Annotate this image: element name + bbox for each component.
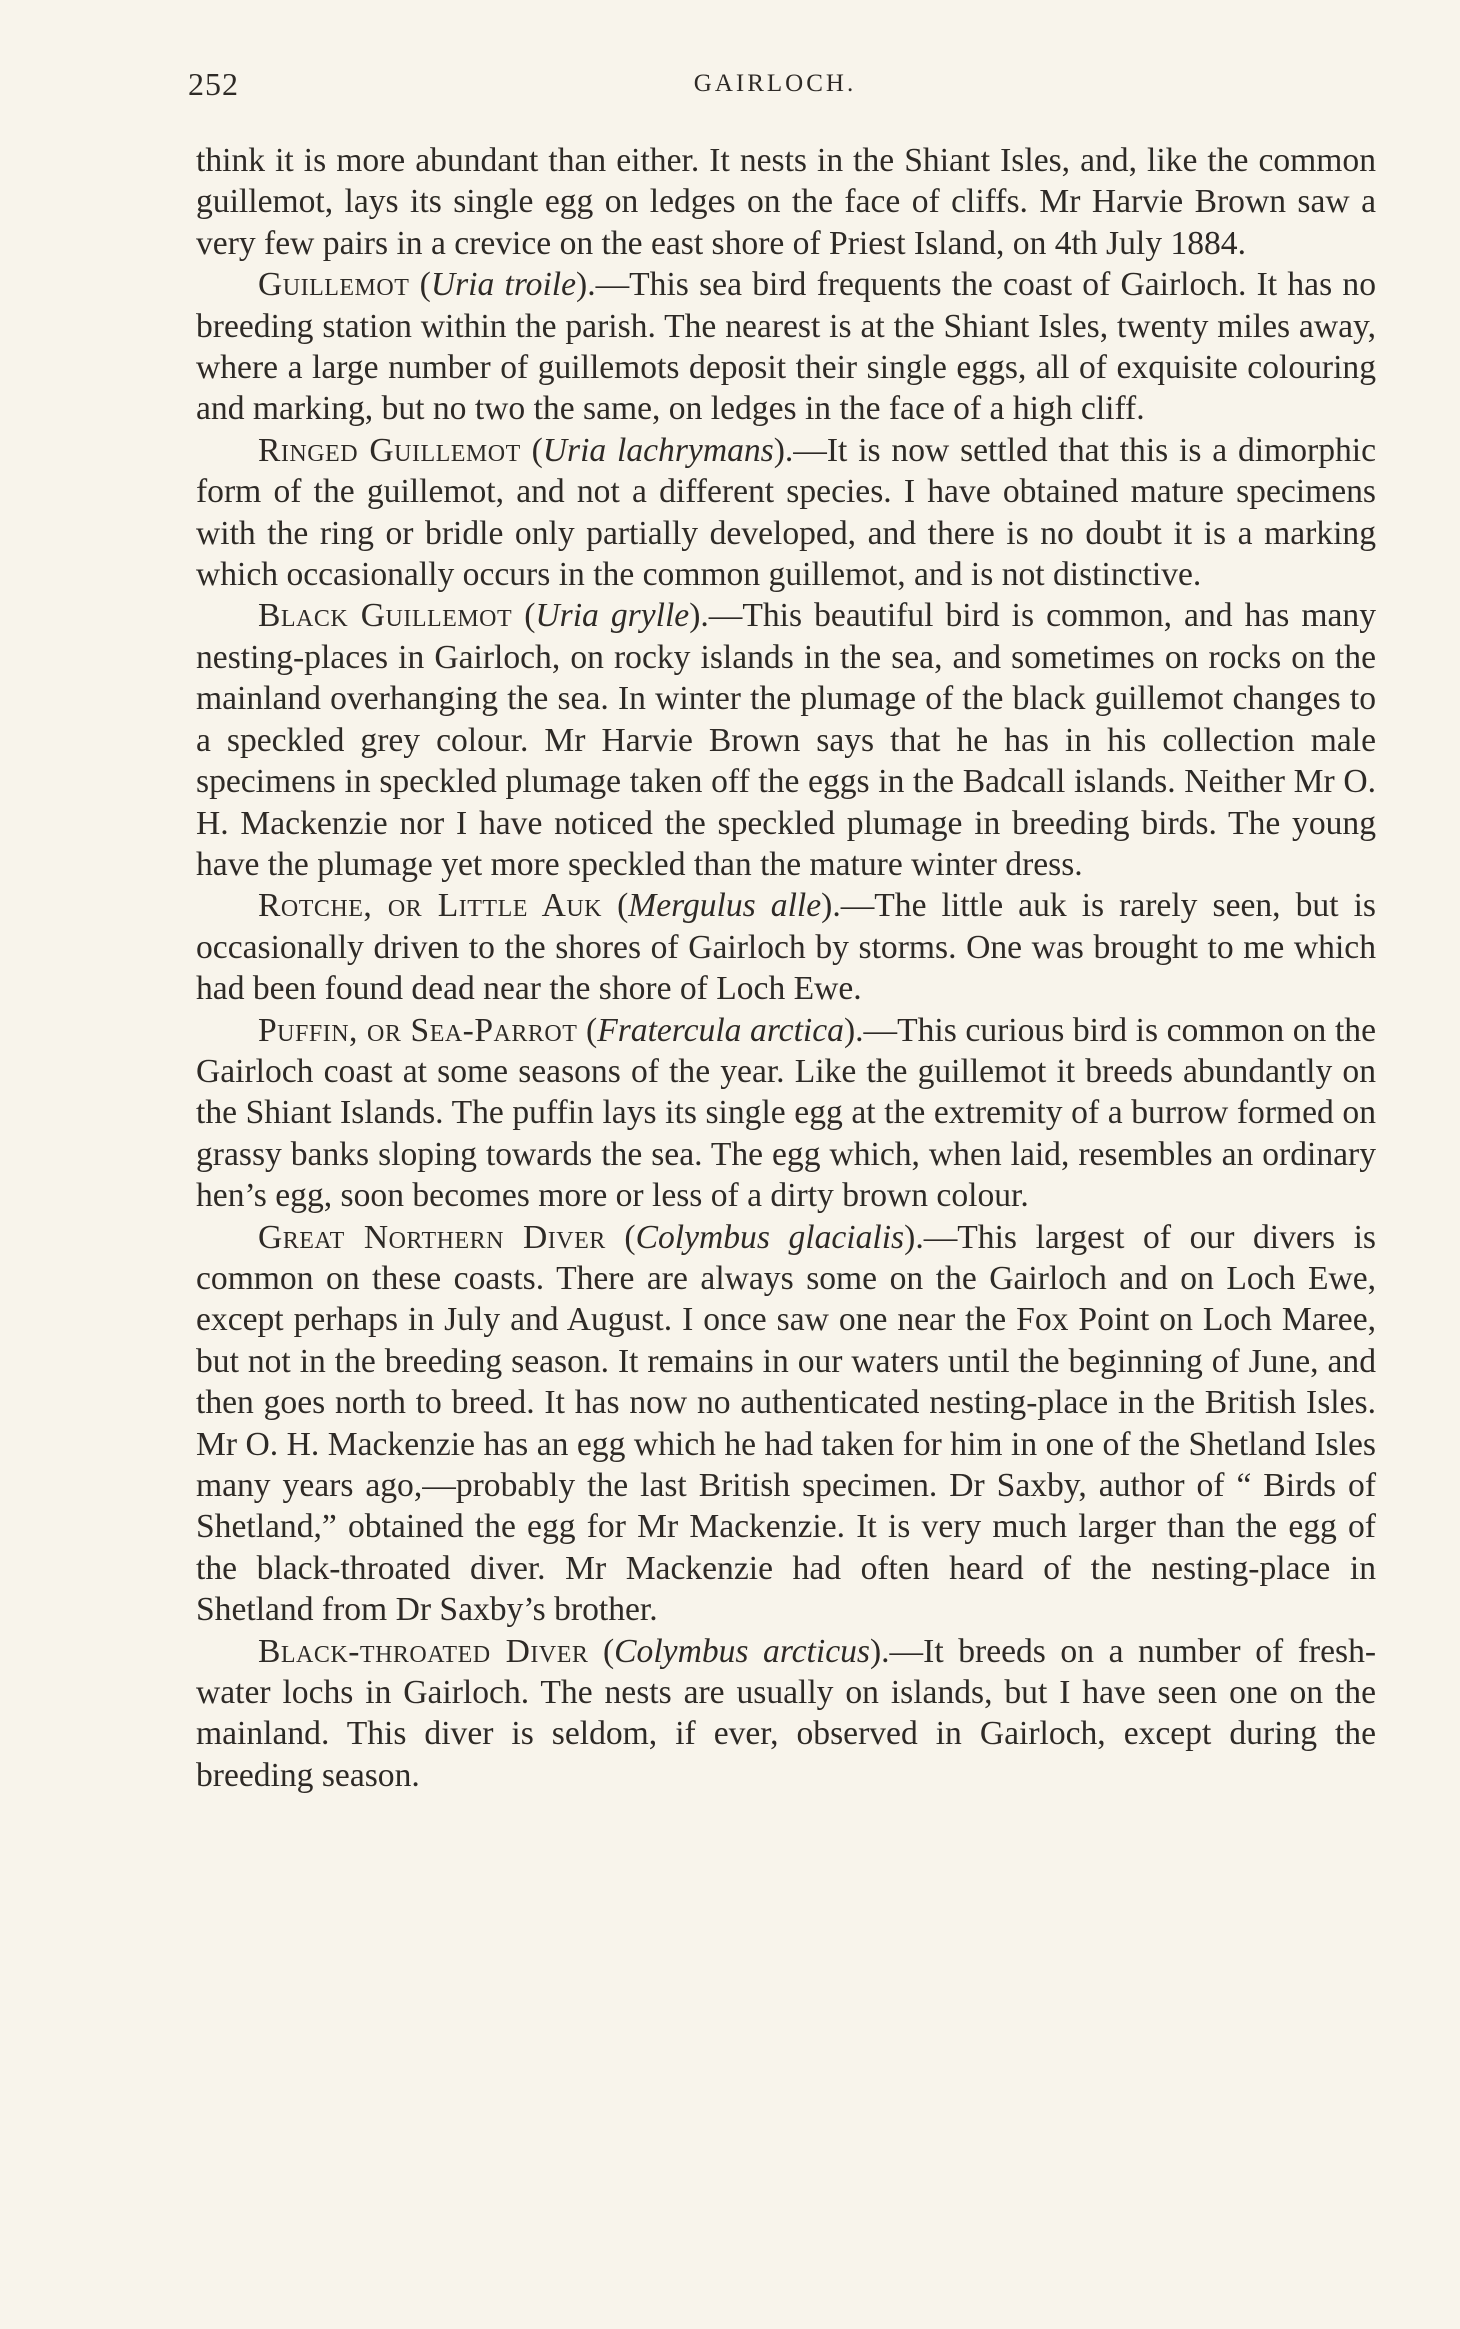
page-number: 252: [188, 66, 239, 102]
entry-latin-name: Uria lachrymans: [542, 431, 774, 469]
entry-species-name: Guillemot: [258, 266, 410, 304]
entry-body: This beautiful bird is common, and has many nesting-places in Gairloch, on rocky islands in the sea, and sometimes on rocks on the mainland overhanging the sea. In winter the plumage of the black guillemot changes to a speckled grey colour. Mr Harvie Brown says that he has in his collection male specimens in speckled plumage taken off the eggs in the Badcall islands. Neither Mr O. H. Mackenzie nor I have noticed the speckled plumage in breeding birds. The young have the plumage yet more speckled than the mature winter dress.: [196, 597, 1376, 883]
entry-body: It is now settled that this is a dimorphic form of the guillemot, and not a different species. I have obtained mature specimens with the ring or bridle only partially developed, and there is no doubt it is a marking which occasionally occurs in the common guillemot, and is not distinctive.: [196, 431, 1377, 594]
entry-body: This curious bird is common on the Gairloch coast at some seasons of the year. Like the guillemot it breeds abundantly on the Shiant Islands. The puffin lays its single egg at the extremity of a burrow formed on grassy banks sloping towards the sea. The egg which, when laid, resembles an ordinary hen’s egg, soon becomes more or less of a dirty brown colour.: [196, 1011, 1376, 1215]
entry-latin-name: Colymbus glacialis: [635, 1218, 905, 1256]
running-title: GAIRLOCH.: [693, 70, 857, 97]
entry-species-name: Ringed Guillemot: [258, 431, 521, 469]
entry-great-northern-diver: Great Northern Diver (Colymbus glacialis).—This largest of our divers is common on these coasts. There are always some on the Gairloch and on Loch Ewe, except perhaps in July and August. I once saw one near the Fox Point on Loch Maree, but not in the breeding season. It remains in our waters until the beginning of June, and then goes north to breed. It has now no authenticated nesting-place in the British Isles. Mr O. H. Mackenzie has an egg which he had taken for him in one of the Shetland Isles many years ago,—probably the last British specimen. Dr Saxby, author of “ Birds of Shetland,” obtained the egg for Mr Mackenzie. It is very much larger than the egg of the black-throated diver. Mr Mackenzie had often heard of the nesting-place in Shetland from Dr Saxby’s brother.: [196, 1218, 1376, 1629]
entry-ringed-guillemot: Ringed Guillemot (Uria lachrymans).—It is now settled that this is a dimorphic form of the guillemot, and not a different species. I have obtained mature specimens with the ring or bridle only partially developed, and there is no doubt it is a marking which occasionally occurs in the common guillemot, and is not distinctive.: [196, 431, 1377, 594]
entry-guillemot: Guillemot (Uria troile).—This sea bird frequents the coast of Gairloch. It has no breeding station within the parish. The nearest is at the Shiant Isles, twenty miles away, where a large number of guillemots deposit their single eggs, all of exquisite colouring and marking, but no two the same, on ledges in the face of a high cliff.: [196, 266, 1376, 428]
entry-body: This largest of our divers is common on these coasts. There are always some on the Gairloch and on Loch Ewe, except perhaps in July and August. I once saw one near the Fox Point on Loch Maree, but not in the breeding season. It remains in our waters until the beginning of June, and then goes north to breed. It has now no authenticated nesting-place in the British Isles. Mr O. H. Mackenzie has an egg which he had taken for him in one of the Shetland Isles many years ago,—probably the last British specimen. Dr Saxby, author of “ Birds of Shetland,” obtained the egg for Mr Mackenzie. It is very much larger than the egg of the black-throated diver. Mr Mackenzie had often heard of the nesting-place in Shetland from Dr Saxby’s brother.: [196, 1218, 1376, 1629]
entry-little-auk: Rotche, or Little Auk (Mergulus alle).—The little auk is rarely seen, but is occasionally driven to the shores of Gairloch by storms. One was brought to me which had been found dead near the shore of Loch Ewe.: [196, 887, 1376, 1008]
body-text: [196, 140, 1376, 1796]
paragraph-continuation: [196, 140, 1376, 264]
entry-body: The little auk is rarely seen, but is occasionally driven to the shores of Gairloch by storms. One was brought to me which had been found dead near the shore of Loch Ewe.: [196, 887, 1376, 1008]
entry-latin-name: Mergulus alle: [628, 887, 822, 925]
entry-species-name: Black-throated Diver: [258, 1632, 589, 1670]
entry-latin-name: Colymbus arcticus: [614, 1632, 870, 1670]
paragraph-body: think it is more abundant than either. It nests in the Shiant Isles, and, like the common guillemot, lays its single egg on ledges on the face of cliffs. Mr Harvie Brown saw a very few pairs in a crevice on the east shore of Priest Island, on 4th July 1884.: [196, 142, 1376, 262]
entry-species-name: Rotche, or Little Auk: [258, 887, 603, 925]
entry-puffin: Puffin, or Sea-Parrot (Fratercula arctica).—This curious bird is common on the Gairloch coast at some seasons of the year. Like the guillemot it breeds abundantly on the Shiant Islands. The puffin lays its single egg at the extremity of a burrow formed on grassy banks sloping towards the sea. The egg which, when laid, resembles an ordinary hen’s egg, soon becomes more or less of a dirty brown colour.: [196, 1011, 1376, 1215]
entry-body: This sea bird frequents the coast of Gairloch. It has no breeding station within the parish. The nearest is at the Shiant Isles, twenty miles away, where a large number of guillemots deposit their single eggs, all of exquisite colouring and marking, but no two the same, on ledges in the face of a high cliff.: [196, 266, 1376, 428]
entry-species-name: Great Northern Diver: [258, 1218, 606, 1256]
entry-latin-name: Fratercula arctica: [597, 1011, 844, 1049]
entry-latin-name: Uria troile: [430, 266, 577, 304]
running-head: [180, 66, 1370, 106]
entry-body: It breeds on a number of fresh-water lochs in Gairloch. The nests are usually on islands, but I have seen one on the mainland. This diver is seldom, if ever, observed in Gairloch, except during the breeding season.: [196, 1632, 1377, 1794]
entry-species-name: Black Guillemot: [258, 597, 513, 635]
entry-species-name: Puffin, or Sea-Parrot: [258, 1011, 578, 1049]
entry-black-throated-diver: Black-throated Diver (Colymbus arcticus).—It breeds on a number of fresh-water lochs in Gairloch. The nests are usually on islands, but I have seen one on the mainland. This diver is seldom, if ever, observed in Gairloch, except during the breeding season.: [196, 1632, 1377, 1794]
entry-black-guillemot: Black Guillemot (Uria grylle).—This beautiful bird is common, and has many nesting-places in Gairloch, on rocky islands in the sea, and sometimes on rocks on the mainland overhanging the sea. In winter the plumage of the black guillemot changes to a speckled grey colour. Mr Harvie Brown says that he has in his collection male specimens in speckled plumage taken off the eggs in the Badcall islands. Neither Mr O. H. Mackenzie nor I have noticed the speckled plumage in breeding birds. The young have the plumage yet more speckled than the mature winter dress.: [196, 597, 1376, 883]
entry-latin-name: Uria grylle: [535, 597, 690, 635]
